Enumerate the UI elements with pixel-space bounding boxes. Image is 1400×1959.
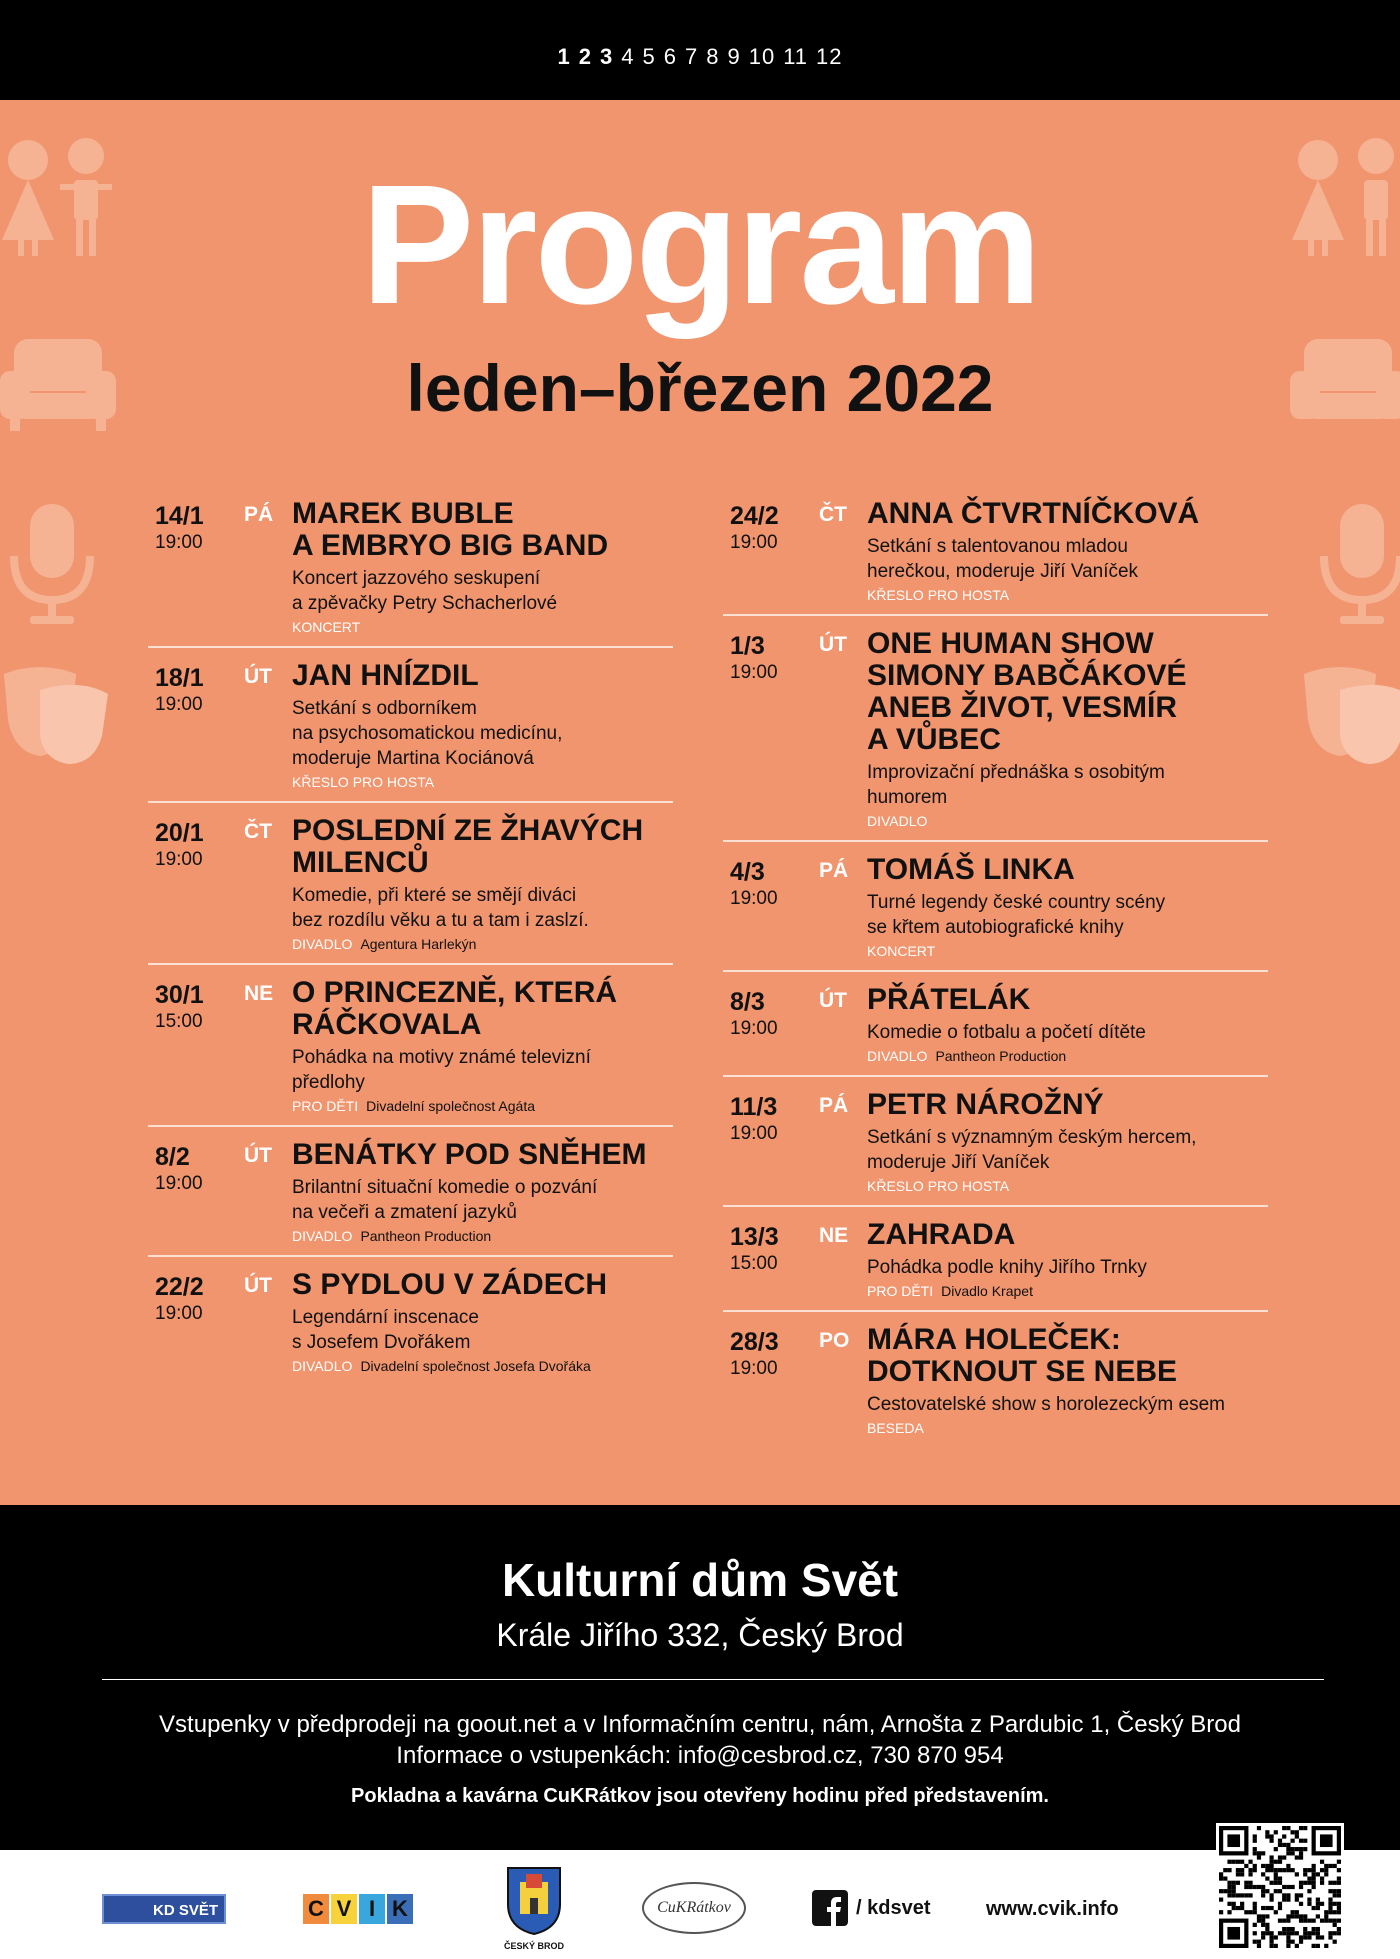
footer-divider xyxy=(102,1679,1324,1680)
event-body xyxy=(867,984,1268,1065)
event-category: KONCERT xyxy=(292,619,361,635)
event-weekday: PO xyxy=(819,1329,850,1352)
event-title: BENÁTKY POD SNĚHEM xyxy=(292,1138,647,1171)
event-date: 24/2 xyxy=(730,502,779,530)
event-description: Setkání s talentovanou mladou herečkou, moderuje Jiří Vaníček xyxy=(867,536,1139,582)
event-category: PRO DĚTI xyxy=(292,1098,359,1114)
event-category: DIVADLO xyxy=(292,1228,353,1244)
event-item xyxy=(723,498,1268,616)
event-organizer: Divadelní společnost Josefa Dvořáka xyxy=(360,1358,591,1374)
event-body xyxy=(867,1219,1268,1300)
event-category: DIVADLO xyxy=(292,936,353,952)
event-category: DIVADLO xyxy=(867,1048,928,1064)
page-number-6[interactable]: 6 xyxy=(663,44,677,69)
event-weekday: ČT xyxy=(244,820,272,843)
event-date: 20/1 xyxy=(155,819,204,847)
event-category: DIVADLO xyxy=(292,1358,353,1374)
event-title: O PRINCEZNĚ, KTERÁ RÁČKOVALA xyxy=(292,976,618,1041)
event-meta xyxy=(867,1282,1268,1300)
event-title: S PYDLOU V ZÁDECH xyxy=(292,1268,608,1301)
event-item xyxy=(148,815,673,965)
event-weekday: PÁ xyxy=(819,1094,849,1117)
event-date: 18/1 xyxy=(155,664,204,692)
event-title: PŘÁTELÁK xyxy=(867,983,1031,1016)
event-organizer: Agentura Harlekýn xyxy=(360,936,477,952)
page-subtitle: leden–březen 2022 xyxy=(406,351,994,425)
event-meta xyxy=(292,935,673,953)
event-body xyxy=(292,815,673,953)
theatre-masks-icon xyxy=(1300,660,1400,770)
event-category: BESEDA xyxy=(867,1420,924,1436)
event-weekday: ÚT xyxy=(244,1144,272,1167)
event-weekday: PÁ xyxy=(819,859,849,882)
event-time: 19:00 xyxy=(155,532,203,553)
event-description: Setkání s významným českým hercem, moderuje Jiří Vaníček xyxy=(867,1127,1197,1173)
website-url[interactable]: www.cvik.info xyxy=(986,1898,1119,1920)
event-organizer: Divadelní společnost Agáta xyxy=(366,1098,536,1114)
event-meta xyxy=(292,618,673,636)
event-body xyxy=(867,1089,1268,1195)
event-meta xyxy=(867,1047,1268,1065)
event-weekday: NE xyxy=(819,1224,849,1247)
page-title: Program xyxy=(360,150,1040,340)
event-item xyxy=(723,1324,1268,1447)
events-column-right xyxy=(723,498,1268,1459)
event-meta xyxy=(292,1357,673,1375)
event-date: 30/1 xyxy=(155,981,204,1009)
event-date: 14/1 xyxy=(155,502,204,530)
event-time: 19:00 xyxy=(730,662,778,683)
venue-address: Krále Jiřího 332, Český Brod xyxy=(496,1617,904,1653)
event-date: 11/3 xyxy=(730,1093,778,1121)
event-weekday: ÚT xyxy=(244,1274,272,1297)
cvik-letter: I xyxy=(359,1894,385,1924)
event-meta xyxy=(867,942,1268,960)
event-category: KŘESLO PRO HOSTA xyxy=(292,774,435,790)
event-title: MAREK BUBLE A EMBRYO BIG BAND xyxy=(292,497,609,562)
event-item xyxy=(723,984,1268,1077)
event-item xyxy=(723,854,1268,972)
event-description: Setkání s odborníkem na psychosomatickou medicínu, moderuje Martina Kociánová xyxy=(292,698,563,769)
event-meta xyxy=(292,1097,673,1115)
venue-name: Kulturní dům Svět xyxy=(501,1554,899,1606)
event-date: 4/3 xyxy=(730,858,765,886)
event-date: 22/2 xyxy=(155,1273,204,1301)
event-description: Cestovatelské show s horolezeckým esem xyxy=(867,1394,1225,1415)
page-number-9[interactable]: 9 xyxy=(727,44,741,69)
event-title: ONE HUMAN SHOW SIMONY BABČÁKOVÉ ANEB ŽIVOT, VESMÍR A VŮBEC xyxy=(867,627,1187,756)
page-number-4[interactable]: 4 xyxy=(621,44,635,69)
event-body xyxy=(867,854,1268,960)
event-meta xyxy=(867,812,1268,830)
event-weekday: ÚT xyxy=(819,633,847,656)
event-description: Koncert jazzového seskupení a zpěvačky Petry Schacherlové xyxy=(292,568,558,614)
event-category: PRO DĚTI xyxy=(867,1283,934,1299)
event-body xyxy=(292,498,673,636)
event-title: POSLEDNÍ ZE ŽHAVÝCH MILENCŮ xyxy=(292,814,644,879)
ticket-info xyxy=(0,1709,1400,1771)
page-number-3[interactable]: 3 xyxy=(599,44,614,69)
event-description: Komedie, při které se smějí diváci bez rozdílu věku a tu a tam i zaslzí. xyxy=(292,885,589,931)
microphone-icon xyxy=(0,500,110,630)
cvik-logo xyxy=(303,1894,415,1924)
event-body xyxy=(292,1269,673,1375)
program-poster xyxy=(0,100,1400,1505)
city-crest-icon xyxy=(504,1864,564,1936)
microphone-icon xyxy=(1310,500,1400,630)
cvik-letter: V xyxy=(331,1894,357,1924)
event-title: ZAHRADA xyxy=(867,1218,1016,1251)
event-item xyxy=(723,1219,1268,1312)
website-link[interactable] xyxy=(986,1898,1119,1921)
event-item xyxy=(723,1089,1268,1207)
event-description: Pohádka podle knihy Jiřího Trnky xyxy=(867,1257,1147,1278)
page-number-10[interactable]: 10 xyxy=(748,44,776,69)
theatre-masks-icon xyxy=(0,660,110,770)
event-time: 19:00 xyxy=(730,1123,778,1144)
event-body xyxy=(292,660,673,791)
event-category: KŘESLO PRO HOSTA xyxy=(867,1178,1010,1194)
event-body xyxy=(867,1324,1268,1437)
facebook-icon xyxy=(812,1890,848,1926)
event-description: Pohádka na motivy známé televizní předlohy xyxy=(292,1047,591,1093)
page-number-2[interactable]: 2 xyxy=(578,44,592,69)
box-office-note: Pokladna a kavárna CuKRátkov jsou otevřeny hodinu před představením. xyxy=(351,1785,1049,1807)
event-meta xyxy=(867,1177,1268,1195)
event-time: 15:00 xyxy=(730,1253,778,1274)
event-body xyxy=(292,1139,673,1245)
event-time: 15:00 xyxy=(155,1011,203,1032)
page-number-11[interactable]: 11 xyxy=(783,44,809,69)
event-description: Legendární inscenace s Josefem Dvořákem xyxy=(292,1307,479,1353)
facebook-link[interactable] xyxy=(812,1890,930,1926)
event-weekday: ÚT xyxy=(244,665,272,688)
event-time: 19:00 xyxy=(730,1018,778,1039)
event-meta xyxy=(867,586,1268,604)
event-description: Turné legendy české country scény se křtem autobiografické knihy xyxy=(867,892,1166,938)
page-number-8[interactable]: 8 xyxy=(706,44,720,69)
event-body xyxy=(867,628,1268,830)
page-number-1[interactable]: 1 xyxy=(557,44,571,69)
event-time: 19:00 xyxy=(730,1358,778,1379)
event-organizer: Divadlo Krapet xyxy=(941,1283,1033,1299)
event-title: ANNA ČTVRTNÍČKOVÁ xyxy=(867,497,1200,530)
event-time: 19:00 xyxy=(155,1303,203,1324)
event-meta xyxy=(292,773,673,791)
event-category: KONCERT xyxy=(867,943,936,959)
kd-svet-logo-text: KD SVĚT xyxy=(152,1902,218,1919)
qr-code-icon xyxy=(1216,1823,1344,1951)
cukratkov-logo-text: CuKRátkov xyxy=(657,1899,731,1916)
page-number-12[interactable]: 12 xyxy=(816,44,843,69)
event-weekday: ÚT xyxy=(819,989,847,1012)
event-item xyxy=(148,1269,673,1385)
event-date: 8/3 xyxy=(730,988,765,1016)
event-time: 19:00 xyxy=(730,532,778,553)
ticket-info-line: Vstupenky v předprodeji na goout.net a v Informačním centru, nám, Arnošta z Pardubic 1, Český Brod xyxy=(159,1711,1241,1738)
footer xyxy=(0,1505,1400,1850)
event-time: 19:00 xyxy=(730,888,778,909)
event-title: JAN HNÍZDIL xyxy=(292,659,479,692)
event-time: 19:00 xyxy=(155,849,203,870)
event-organizer: Pantheon Production xyxy=(360,1228,492,1244)
event-time: 19:00 xyxy=(155,1173,203,1194)
event-weekday: PÁ xyxy=(244,503,274,526)
event-category: DIVADLO xyxy=(867,813,928,829)
event-title: MÁRA HOLEČEK: DOTKNOUT SE NEBE xyxy=(867,1323,1178,1388)
event-description: Improvizační přednáška s osobitým humorem xyxy=(867,762,1165,808)
cvik-letter: K xyxy=(387,1894,413,1924)
event-weekday: NE xyxy=(244,982,274,1005)
event-title: PETR NÁROŽNÝ xyxy=(867,1088,1104,1121)
facebook-handle: / kdsvet xyxy=(856,1896,931,1919)
event-date: 8/2 xyxy=(155,1143,190,1171)
event-item xyxy=(148,498,673,648)
event-body xyxy=(292,977,673,1115)
sponsor-logos xyxy=(0,1850,1400,1959)
event-description: Komedie o fotbalu a početí dítěte xyxy=(867,1022,1146,1043)
page-number-7[interactable]: 7 xyxy=(684,44,699,69)
event-body xyxy=(867,498,1268,604)
event-date: 28/3 xyxy=(730,1328,779,1356)
page-number-5[interactable]: 5 xyxy=(642,44,656,69)
page-numbers xyxy=(0,44,1400,70)
event-item xyxy=(148,977,673,1127)
kd-svet-logo xyxy=(102,1894,226,1924)
event-organizer: Pantheon Production xyxy=(935,1048,1067,1064)
cesky-brod-logo-text: ČESKÝ BROD xyxy=(503,1941,564,1951)
event-item xyxy=(148,1139,673,1257)
ticket-contact-line: Informace o vstupenkách: info@cesbrod.cz, 730 870 954 xyxy=(396,1742,1004,1769)
events-column-left xyxy=(148,498,673,1397)
event-time: 19:00 xyxy=(155,694,203,715)
cvik-letter: C xyxy=(303,1894,329,1924)
event-item xyxy=(148,660,673,803)
event-date: 13/3 xyxy=(730,1223,779,1251)
event-description: Brilantní situační komedie o pozvání na večeři a zmatení jazyků xyxy=(292,1177,598,1223)
event-date: 1/3 xyxy=(730,632,765,660)
event-meta xyxy=(292,1227,673,1245)
event-item xyxy=(723,628,1268,842)
cukratkov-logo xyxy=(642,1882,746,1934)
event-category: KŘESLO PRO HOSTA xyxy=(867,587,1010,603)
top-bar xyxy=(0,0,1400,100)
event-title: TOMÁŠ LINKA xyxy=(867,853,1075,886)
event-weekday: ČT xyxy=(819,503,847,526)
event-meta xyxy=(867,1419,1268,1437)
cesky-brod-logo xyxy=(496,1864,572,1959)
